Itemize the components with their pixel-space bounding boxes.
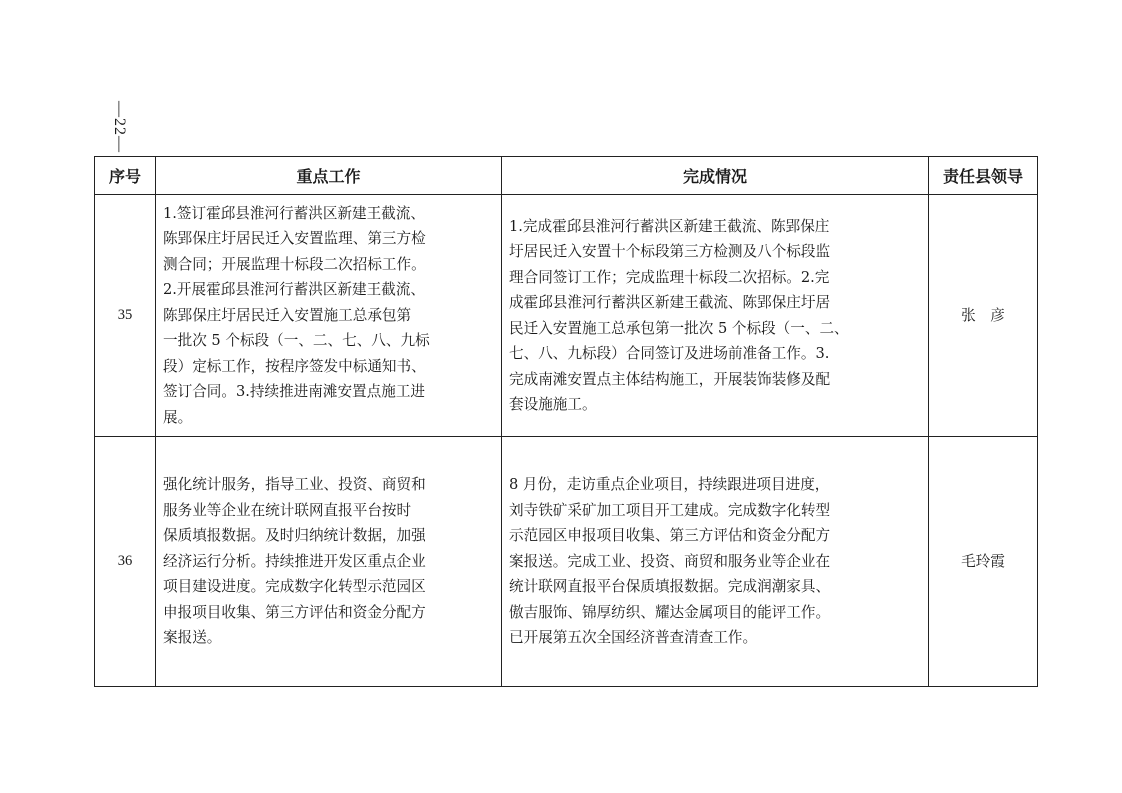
- header-key-work: 重点工作: [156, 157, 502, 195]
- table-row: [95, 195, 1038, 437]
- row-responsible-leader: [929, 195, 1038, 437]
- row-seq: 36: [95, 437, 156, 687]
- table-header-row: [95, 157, 1038, 195]
- row-responsible-leader: [929, 437, 1038, 687]
- header-completion-status: 完成情况: [502, 157, 929, 195]
- page-number: [104, 92, 134, 162]
- row-key-work-text: 1.签订霍邱县淮河行蓄洪区新建王截流、 陈郢保庄圩居民迁入安置监理、第三方检 测合同；开展监理十标段二次招标工作。 2.开展霍邱县淮河行蓄洪区新建王截流、 陈郢保庄圩居民迁入安置施工总承包第 一批次 5 个标段（一、二、七、八、九标 段）定标工作，按程序签发中标通知书、 签订合同。3.持续推进南滩安置点施工进 展。: [163, 204, 430, 426]
- header-seq: 序号: [95, 157, 156, 195]
- page-number-text: —22—: [111, 101, 128, 153]
- header-responsible-leader: 责任县领导: [929, 157, 1038, 195]
- row-key-work-text: 强化统计服务，指导工业、投资、商贸和 服务业等企业在统计联网直报平台按时 保质填报数据。及时归纳统计数据，加强 经济运行分析。持续推进开发区重点企业 项目建设进度。完成数字化转型示范园区 申报项目收集、第三方评估和资金分配方 案报送。: [163, 476, 426, 647]
- row-responsible-leader-text: 张 彦: [961, 306, 1005, 324]
- row-completion-status: [502, 195, 929, 437]
- table-row: [95, 437, 1038, 687]
- work-progress-table: [94, 156, 1038, 687]
- row-responsible-leader-text: 毛玲霞: [961, 552, 1005, 570]
- row-key-work: [156, 437, 502, 687]
- row-completion-status-text: 8 月份，走访重点企业项目，持续跟进项目进度， 刘寺铁矿采矿加工项目开工建成。完成数字化转型 示范园区申报项目收集、第三方评估和资金分配方 案报送。完成工业、投资、商贸和服务业等企业在 统计联网直报平台保质填报数据。完成润潮家具、 傲吉服饰、锦厚纺织、耀达金属项目的能评工作。 已开展第五次全国经济普查清查工作。: [509, 476, 831, 647]
- row-completion-status: [502, 437, 929, 687]
- row-completion-status-text: 1.完成霍邱县淮河行蓄洪区新建王截流、陈郢保庄 圩居民迁入安置十个标段第三方检测及八个标段监 理合同签订工作；完成监理十标段二次招标。2.完 成霍邱县淮河行蓄洪区新建王截流、陈郢保庄圩居 民迁入安置施工总承包第一批次 5 个标段（一、二、 七、八、九标段）合同签订及进场前准备工作。3. 完成南滩安置点主体结构施工，开展装饰装修及配 套设施施工。: [509, 217, 849, 413]
- row-key-work: [156, 195, 502, 437]
- row-seq: 35: [95, 195, 156, 437]
